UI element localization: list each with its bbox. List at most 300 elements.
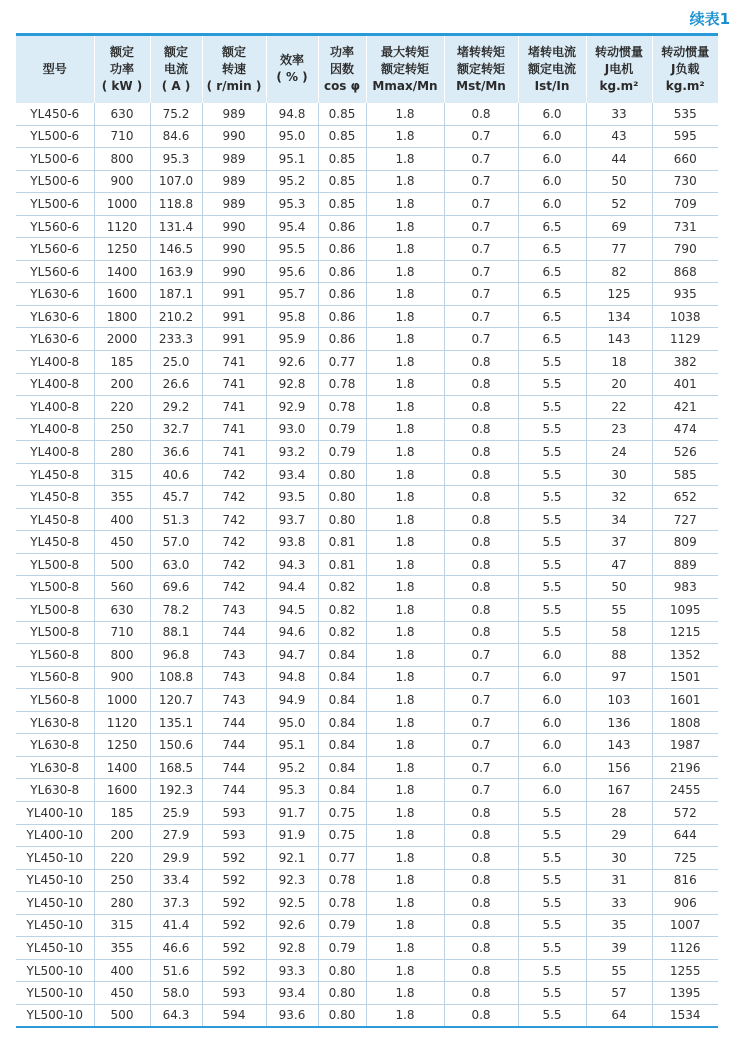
cell-model: YL630-8 — [16, 711, 94, 734]
cell-inertia-motor: 28 — [586, 801, 652, 824]
cell-max-torque-ratio: 1.8 — [366, 666, 444, 689]
cell-efficiency: 95.0 — [266, 125, 318, 148]
cell-inertia-motor: 34 — [586, 508, 652, 531]
cell-inertia-motor: 57 — [586, 982, 652, 1005]
cell-inertia-load: 1808 — [652, 711, 718, 734]
cell-inertia-motor: 32 — [586, 486, 652, 509]
cell-inertia-load: 730 — [652, 170, 718, 193]
cell-rated-speed: 990 — [202, 125, 266, 148]
cell-efficiency: 95.0 — [266, 711, 318, 734]
table-row — [16, 215, 718, 238]
cell-locked-torque-ratio: 0.8 — [444, 441, 518, 464]
cell-model: YL400-8 — [16, 441, 94, 464]
cell-inertia-load: 1007 — [652, 914, 718, 937]
table-row — [16, 801, 718, 824]
cell-inertia-load: 889 — [652, 553, 718, 576]
cell-rated-speed: 744 — [202, 621, 266, 644]
cell-rated-current: 75.2 — [150, 103, 202, 126]
cell-model: YL450-6 — [16, 103, 94, 126]
cell-rated-speed: 592 — [202, 959, 266, 982]
table-row — [16, 486, 718, 509]
cell-inertia-load: 790 — [652, 238, 718, 261]
cell-locked-current-ratio: 5.5 — [518, 1004, 586, 1027]
cell-inertia-motor: 167 — [586, 779, 652, 802]
cell-model: YL450-10 — [16, 914, 94, 937]
cell-locked-current-ratio: 6.0 — [518, 711, 586, 734]
cell-rated-speed: 592 — [202, 892, 266, 915]
cell-locked-torque-ratio: 0.8 — [444, 892, 518, 915]
cell-max-torque-ratio: 1.8 — [366, 531, 444, 554]
table-row — [16, 328, 718, 351]
cell-efficiency: 93.5 — [266, 486, 318, 509]
cell-inertia-motor: 58 — [586, 621, 652, 644]
cell-rated-speed: 989 — [202, 148, 266, 171]
table-row — [16, 734, 718, 757]
cell-inertia-load: 983 — [652, 576, 718, 599]
cell-locked-current-ratio: 6.5 — [518, 215, 586, 238]
cell-rated-speed: 743 — [202, 599, 266, 622]
cell-rated-speed: 741 — [202, 418, 266, 441]
header-locked-current-ratio: 堵转电流 额定电流 Ist/In — [518, 35, 586, 103]
cell-inertia-motor: 47 — [586, 553, 652, 576]
cell-power-factor: 0.79 — [318, 937, 366, 960]
cell-rated-speed: 991 — [202, 328, 266, 351]
cell-max-torque-ratio: 1.8 — [366, 937, 444, 960]
cell-locked-torque-ratio: 0.8 — [444, 914, 518, 937]
cell-max-torque-ratio: 1.8 — [366, 463, 444, 486]
cell-inertia-load: 660 — [652, 148, 718, 171]
cell-rated-current: 69.6 — [150, 576, 202, 599]
cell-model: YL630-8 — [16, 756, 94, 779]
table-row — [16, 418, 718, 441]
cell-rated-speed: 741 — [202, 396, 266, 419]
cell-model: YL500-10 — [16, 982, 94, 1005]
cell-efficiency: 92.9 — [266, 396, 318, 419]
cell-rated-power: 355 — [94, 486, 150, 509]
cell-efficiency: 92.1 — [266, 847, 318, 870]
cell-max-torque-ratio: 1.8 — [366, 238, 444, 261]
cell-rated-power: 800 — [94, 148, 150, 171]
cell-inertia-motor: 97 — [586, 666, 652, 689]
cell-inertia-load: 1501 — [652, 666, 718, 689]
cell-locked-torque-ratio: 0.8 — [444, 396, 518, 419]
cell-inertia-load: 1215 — [652, 621, 718, 644]
cell-rated-current: 29.9 — [150, 847, 202, 870]
cell-efficiency: 94.3 — [266, 553, 318, 576]
cell-locked-torque-ratio: 0.7 — [444, 734, 518, 757]
cell-rated-power: 500 — [94, 1004, 150, 1027]
cell-locked-current-ratio: 5.5 — [518, 599, 586, 622]
cell-inertia-load: 809 — [652, 531, 718, 554]
cell-inertia-motor: 134 — [586, 305, 652, 328]
cell-rated-speed: 741 — [202, 373, 266, 396]
cell-rated-power: 450 — [94, 982, 150, 1005]
cell-efficiency: 92.5 — [266, 892, 318, 915]
cell-locked-current-ratio: 5.5 — [518, 441, 586, 464]
cell-locked-current-ratio: 5.5 — [518, 847, 586, 870]
cell-locked-current-ratio: 5.5 — [518, 801, 586, 824]
cell-rated-speed: 989 — [202, 170, 266, 193]
cell-rated-current: 37.3 — [150, 892, 202, 915]
cell-max-torque-ratio: 1.8 — [366, 396, 444, 419]
table-row — [16, 260, 718, 283]
cell-rated-power: 1800 — [94, 305, 150, 328]
cell-max-torque-ratio: 1.8 — [366, 328, 444, 351]
table-row — [16, 373, 718, 396]
cell-rated-power: 450 — [94, 531, 150, 554]
cell-max-torque-ratio: 1.8 — [366, 508, 444, 531]
cell-rated-power: 900 — [94, 170, 150, 193]
cell-inertia-motor: 24 — [586, 441, 652, 464]
cell-power-factor: 0.75 — [318, 801, 366, 824]
cell-max-torque-ratio: 1.8 — [366, 1004, 444, 1027]
table-row — [16, 711, 718, 734]
cell-rated-current: 95.3 — [150, 148, 202, 171]
cell-rated-power: 220 — [94, 847, 150, 870]
cell-max-torque-ratio: 1.8 — [366, 553, 444, 576]
cell-rated-speed: 592 — [202, 937, 266, 960]
cell-inertia-motor: 18 — [586, 351, 652, 374]
header-rated-current: 额定 电流 ( A ) — [150, 35, 202, 103]
cell-locked-torque-ratio: 0.8 — [444, 486, 518, 509]
cell-rated-power: 710 — [94, 621, 150, 644]
cell-rated-current: 25.9 — [150, 801, 202, 824]
cell-efficiency: 94.8 — [266, 666, 318, 689]
cell-rated-current: 51.6 — [150, 959, 202, 982]
cell-max-torque-ratio: 1.8 — [366, 486, 444, 509]
cell-rated-current: 150.6 — [150, 734, 202, 757]
cell-locked-torque-ratio: 0.7 — [444, 125, 518, 148]
cell-efficiency: 95.5 — [266, 238, 318, 261]
cell-locked-torque-ratio: 0.7 — [444, 238, 518, 261]
cell-rated-current: 45.7 — [150, 486, 202, 509]
cell-efficiency: 93.4 — [266, 463, 318, 486]
cell-inertia-motor: 39 — [586, 937, 652, 960]
cell-power-factor: 0.82 — [318, 576, 366, 599]
cell-inertia-motor: 37 — [586, 531, 652, 554]
cell-inertia-load: 526 — [652, 441, 718, 464]
continued-table-label: 续表1 — [689, 10, 730, 28]
cell-rated-speed: 742 — [202, 576, 266, 599]
cell-model: YL560-8 — [16, 644, 94, 667]
cell-rated-current: 187.1 — [150, 283, 202, 306]
cell-efficiency: 92.6 — [266, 351, 318, 374]
cell-max-torque-ratio: 1.8 — [366, 734, 444, 757]
cell-rated-speed: 742 — [202, 508, 266, 531]
cell-max-torque-ratio: 1.8 — [366, 260, 444, 283]
cell-rated-current: 210.2 — [150, 305, 202, 328]
cell-rated-current: 63.0 — [150, 553, 202, 576]
cell-power-factor: 0.85 — [318, 103, 366, 126]
cell-rated-power: 185 — [94, 351, 150, 374]
cell-rated-speed: 742 — [202, 486, 266, 509]
cell-inertia-motor: 33 — [586, 892, 652, 915]
cell-rated-speed: 991 — [202, 305, 266, 328]
cell-locked-current-ratio: 5.5 — [518, 621, 586, 644]
cell-rated-current: 29.2 — [150, 396, 202, 419]
cell-rated-power: 560 — [94, 576, 150, 599]
cell-locked-torque-ratio: 0.8 — [444, 1004, 518, 1027]
cell-inertia-motor: 77 — [586, 238, 652, 261]
cell-max-torque-ratio: 1.8 — [366, 847, 444, 870]
cell-power-factor: 0.80 — [318, 1004, 366, 1027]
cell-power-factor: 0.79 — [318, 418, 366, 441]
cell-inertia-motor: 125 — [586, 283, 652, 306]
cell-efficiency: 94.7 — [266, 644, 318, 667]
cell-max-torque-ratio: 1.8 — [366, 689, 444, 712]
cell-efficiency: 94.4 — [266, 576, 318, 599]
cell-power-factor: 0.84 — [318, 756, 366, 779]
cell-locked-current-ratio: 6.0 — [518, 734, 586, 757]
cell-rated-power: 630 — [94, 103, 150, 126]
cell-rated-power: 630 — [94, 599, 150, 622]
cell-rated-speed: 592 — [202, 869, 266, 892]
cell-model: YL500-8 — [16, 621, 94, 644]
cell-model: YL400-8 — [16, 373, 94, 396]
cell-rated-power: 220 — [94, 396, 150, 419]
cell-model: YL560-6 — [16, 260, 94, 283]
cell-inertia-load: 816 — [652, 869, 718, 892]
cell-inertia-motor: 55 — [586, 959, 652, 982]
header-row — [16, 35, 718, 103]
cell-model: YL450-10 — [16, 869, 94, 892]
table-row — [16, 125, 718, 148]
cell-efficiency: 95.3 — [266, 193, 318, 216]
cell-inertia-motor: 55 — [586, 599, 652, 622]
cell-power-factor: 0.86 — [318, 260, 366, 283]
cell-locked-current-ratio: 5.5 — [518, 959, 586, 982]
cell-max-torque-ratio: 1.8 — [366, 170, 444, 193]
cell-rated-current: 135.1 — [150, 711, 202, 734]
cell-rated-current: 96.8 — [150, 644, 202, 667]
cell-model: YL560-6 — [16, 238, 94, 261]
cell-max-torque-ratio: 1.8 — [366, 982, 444, 1005]
cell-inertia-motor: 20 — [586, 373, 652, 396]
cell-power-factor: 0.80 — [318, 982, 366, 1005]
table-row — [16, 779, 718, 802]
cell-inertia-load: 1038 — [652, 305, 718, 328]
cell-power-factor: 0.80 — [318, 486, 366, 509]
table-row — [16, 982, 718, 1005]
cell-inertia-load: 727 — [652, 508, 718, 531]
cell-locked-torque-ratio: 0.8 — [444, 869, 518, 892]
cell-power-factor: 0.78 — [318, 396, 366, 419]
cell-power-factor: 0.85 — [318, 193, 366, 216]
cell-max-torque-ratio: 1.8 — [366, 576, 444, 599]
cell-inertia-motor: 44 — [586, 148, 652, 171]
cell-power-factor: 0.79 — [318, 914, 366, 937]
cell-efficiency: 95.7 — [266, 283, 318, 306]
cell-power-factor: 0.85 — [318, 148, 366, 171]
cell-power-factor: 0.80 — [318, 508, 366, 531]
cell-locked-current-ratio: 5.5 — [518, 982, 586, 1005]
cell-rated-speed: 991 — [202, 283, 266, 306]
table-row — [16, 869, 718, 892]
cell-locked-current-ratio: 5.5 — [518, 351, 586, 374]
cell-rated-power: 400 — [94, 508, 150, 531]
table-row — [16, 238, 718, 261]
cell-inertia-load: 644 — [652, 824, 718, 847]
cell-inertia-motor: 43 — [586, 125, 652, 148]
cell-inertia-motor: 23 — [586, 418, 652, 441]
cell-max-torque-ratio: 1.8 — [366, 869, 444, 892]
cell-model: YL400-8 — [16, 418, 94, 441]
cell-rated-power: 200 — [94, 373, 150, 396]
cell-locked-current-ratio: 6.0 — [518, 148, 586, 171]
cell-locked-torque-ratio: 0.8 — [444, 621, 518, 644]
cell-rated-power: 250 — [94, 869, 150, 892]
cell-locked-current-ratio: 5.5 — [518, 914, 586, 937]
cell-rated-current: 131.4 — [150, 215, 202, 238]
cell-rated-current: 64.3 — [150, 1004, 202, 1027]
cell-inertia-load: 595 — [652, 125, 718, 148]
cell-efficiency: 91.7 — [266, 801, 318, 824]
cell-efficiency: 91.9 — [266, 824, 318, 847]
cell-locked-torque-ratio: 0.8 — [444, 463, 518, 486]
cell-rated-current: 41.4 — [150, 914, 202, 937]
cell-max-torque-ratio: 1.8 — [366, 779, 444, 802]
cell-rated-power: 315 — [94, 914, 150, 937]
table-row — [16, 824, 718, 847]
cell-power-factor: 0.86 — [318, 328, 366, 351]
cell-locked-torque-ratio: 0.7 — [444, 193, 518, 216]
cell-locked-current-ratio: 5.5 — [518, 396, 586, 419]
header-efficiency: 效率 ( % ) — [266, 35, 318, 103]
cell-locked-torque-ratio: 0.7 — [444, 328, 518, 351]
table-row — [16, 689, 718, 712]
cell-rated-speed: 742 — [202, 463, 266, 486]
cell-rated-current: 168.5 — [150, 756, 202, 779]
cell-model: YL630-8 — [16, 779, 94, 802]
table-row — [16, 553, 718, 576]
table-row — [16, 305, 718, 328]
cell-power-factor: 0.86 — [318, 238, 366, 261]
cell-rated-power: 800 — [94, 644, 150, 667]
table-row — [16, 1004, 718, 1027]
cell-locked-torque-ratio: 0.7 — [444, 260, 518, 283]
cell-rated-speed: 744 — [202, 756, 266, 779]
cell-efficiency: 93.8 — [266, 531, 318, 554]
table-row — [16, 937, 718, 960]
motor-spec-table — [16, 33, 718, 1028]
cell-efficiency: 94.8 — [266, 103, 318, 126]
cell-inertia-load: 585 — [652, 463, 718, 486]
cell-locked-current-ratio: 5.5 — [518, 553, 586, 576]
cell-inertia-load: 1126 — [652, 937, 718, 960]
cell-max-torque-ratio: 1.8 — [366, 373, 444, 396]
cell-rated-current: 88.1 — [150, 621, 202, 644]
cell-rated-power: 400 — [94, 959, 150, 982]
cell-max-torque-ratio: 1.8 — [366, 125, 444, 148]
table-row — [16, 103, 718, 126]
cell-rated-speed: 743 — [202, 666, 266, 689]
table-row — [16, 193, 718, 216]
cell-efficiency: 93.0 — [266, 418, 318, 441]
cell-inertia-load: 1395 — [652, 982, 718, 1005]
cell-max-torque-ratio: 1.8 — [366, 283, 444, 306]
cell-efficiency: 93.7 — [266, 508, 318, 531]
cell-efficiency: 95.1 — [266, 734, 318, 757]
table-row — [16, 599, 718, 622]
cell-rated-power: 1400 — [94, 260, 150, 283]
cell-inertia-motor: 50 — [586, 170, 652, 193]
cell-locked-current-ratio: 6.5 — [518, 260, 586, 283]
cell-efficiency: 92.8 — [266, 373, 318, 396]
cell-rated-current: 46.6 — [150, 937, 202, 960]
header-inertia-load: 转动惯量 J负载 kg.m² — [652, 35, 718, 103]
cell-inertia-motor: 69 — [586, 215, 652, 238]
cell-inertia-motor: 88 — [586, 644, 652, 667]
cell-model: YL500-8 — [16, 553, 94, 576]
cell-power-factor: 0.86 — [318, 305, 366, 328]
cell-model: YL500-6 — [16, 125, 94, 148]
table-row — [16, 170, 718, 193]
cell-rated-power: 250 — [94, 418, 150, 441]
cell-max-torque-ratio: 1.8 — [366, 305, 444, 328]
cell-locked-current-ratio: 6.0 — [518, 756, 586, 779]
cell-locked-torque-ratio: 0.7 — [444, 756, 518, 779]
table-row — [16, 666, 718, 689]
cell-efficiency: 95.1 — [266, 148, 318, 171]
cell-power-factor: 0.84 — [318, 689, 366, 712]
cell-inertia-motor: 30 — [586, 847, 652, 870]
cell-model: YL450-10 — [16, 892, 94, 915]
cell-power-factor: 0.77 — [318, 847, 366, 870]
cell-locked-torque-ratio: 0.7 — [444, 148, 518, 171]
cell-efficiency: 95.2 — [266, 170, 318, 193]
cell-inertia-load: 725 — [652, 847, 718, 870]
cell-rated-speed: 741 — [202, 441, 266, 464]
cell-power-factor: 0.84 — [318, 644, 366, 667]
cell-locked-torque-ratio: 0.7 — [444, 283, 518, 306]
cell-inertia-load: 731 — [652, 215, 718, 238]
table-row — [16, 351, 718, 374]
cell-rated-power: 1250 — [94, 238, 150, 261]
cell-inertia-load: 868 — [652, 260, 718, 283]
cell-rated-speed: 593 — [202, 824, 266, 847]
cell-inertia-motor: 50 — [586, 576, 652, 599]
cell-locked-torque-ratio: 0.8 — [444, 553, 518, 576]
cell-max-torque-ratio: 1.8 — [366, 148, 444, 171]
cell-rated-current: 32.7 — [150, 418, 202, 441]
cell-locked-torque-ratio: 0.7 — [444, 779, 518, 802]
cell-rated-power: 280 — [94, 892, 150, 915]
cell-rated-power: 1600 — [94, 283, 150, 306]
cell-rated-power: 500 — [94, 553, 150, 576]
cell-locked-current-ratio: 6.0 — [518, 779, 586, 802]
cell-rated-power: 1400 — [94, 756, 150, 779]
cell-model: YL450-10 — [16, 847, 94, 870]
cell-locked-current-ratio: 6.5 — [518, 305, 586, 328]
cell-rated-current: 78.2 — [150, 599, 202, 622]
cell-rated-current: 146.5 — [150, 238, 202, 261]
cell-efficiency: 92.6 — [266, 914, 318, 937]
cell-max-torque-ratio: 1.8 — [366, 644, 444, 667]
cell-locked-torque-ratio: 0.8 — [444, 531, 518, 554]
cell-rated-current: 25.0 — [150, 351, 202, 374]
cell-rated-speed: 989 — [202, 193, 266, 216]
cell-efficiency: 93.2 — [266, 441, 318, 464]
table-row — [16, 283, 718, 306]
cell-power-factor: 0.78 — [318, 892, 366, 915]
cell-power-factor: 0.84 — [318, 711, 366, 734]
cell-locked-current-ratio: 6.5 — [518, 238, 586, 261]
cell-rated-power: 1600 — [94, 779, 150, 802]
cell-rated-speed: 593 — [202, 982, 266, 1005]
cell-model: YL500-10 — [16, 1004, 94, 1027]
cell-locked-torque-ratio: 0.8 — [444, 576, 518, 599]
cell-inertia-load: 1352 — [652, 644, 718, 667]
